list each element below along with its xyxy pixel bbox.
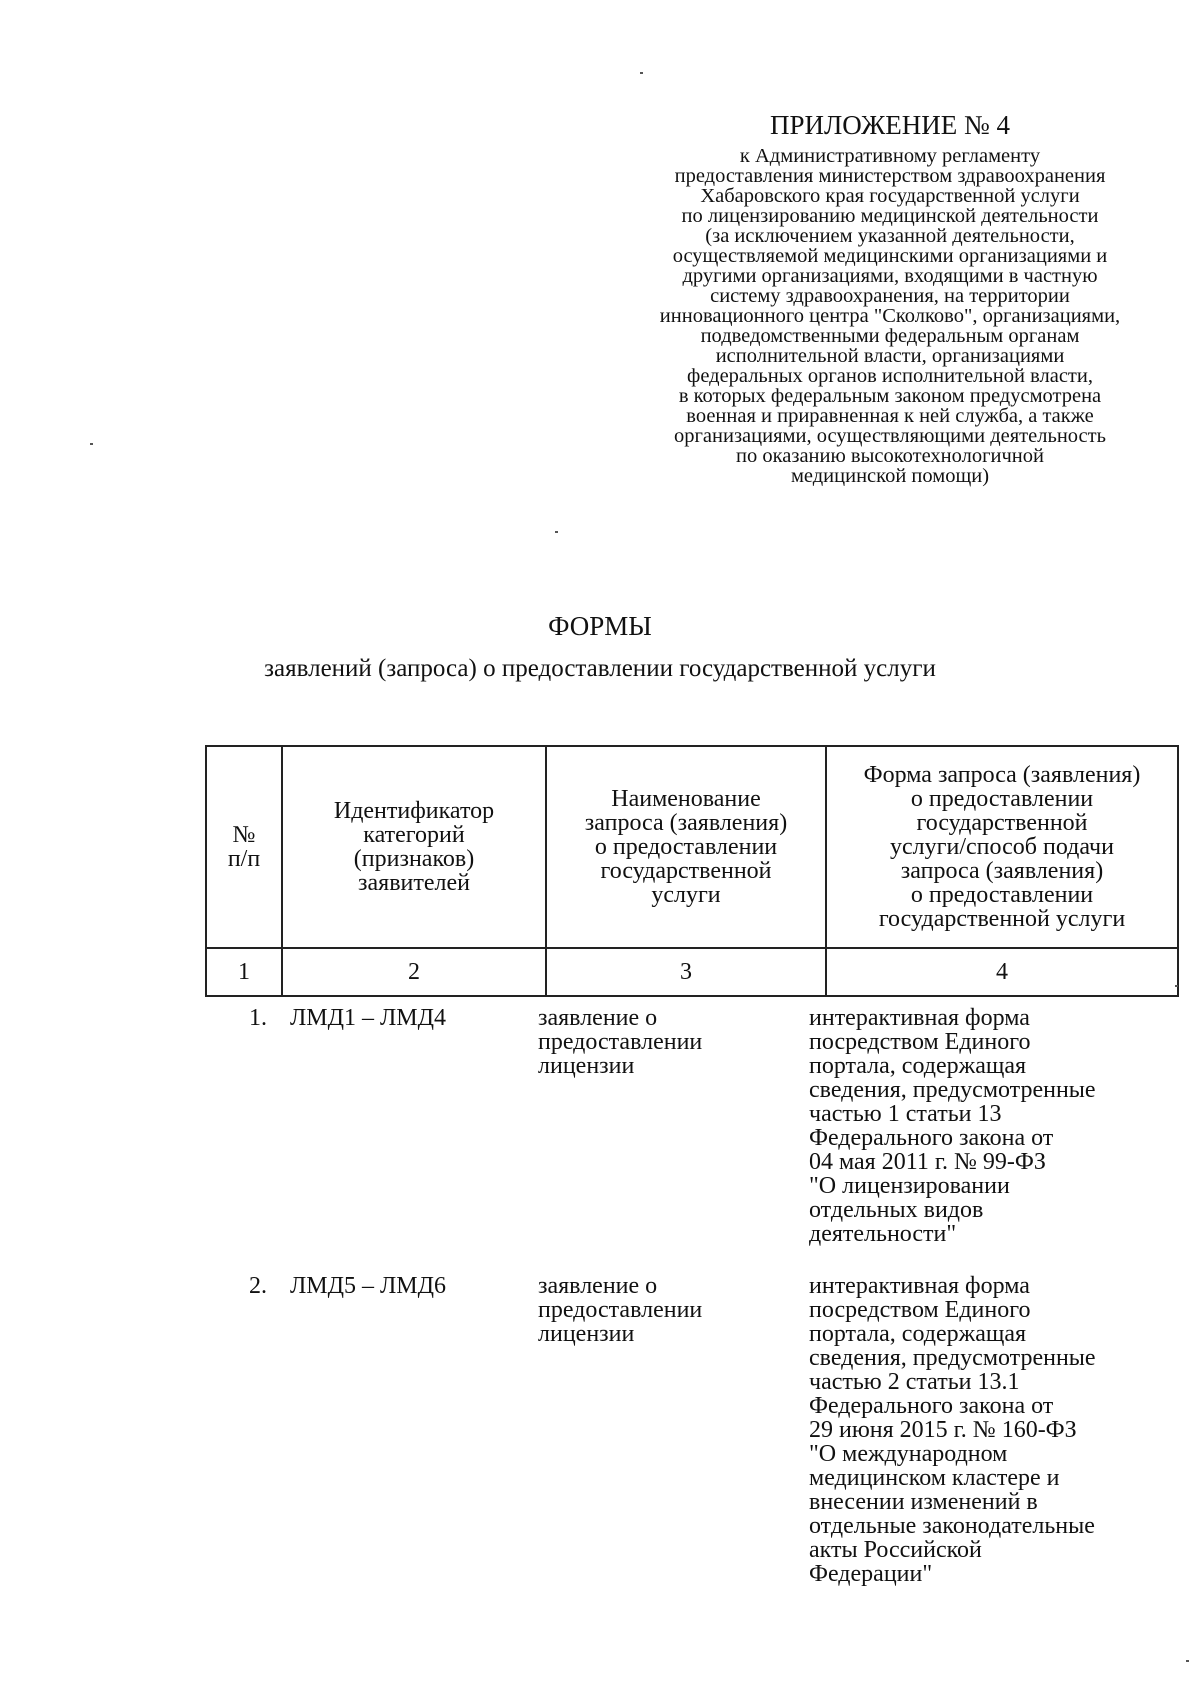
header-row (206, 746, 1178, 948)
row-text-line: отдельные законодательные (809, 1513, 1095, 1539)
row-text-line: лицензии (538, 1321, 635, 1347)
appendix-line: другими организациями, входящими в частную (682, 265, 1098, 287)
appendix-line: в которых федеральным законом предусмотрена (678, 385, 1102, 407)
header-line: запроса (заявления) (900, 858, 1104, 884)
appendix-line: инновационного центра "Сколково", организациями, (659, 305, 1121, 327)
row-text-line: деятельности" (809, 1221, 957, 1247)
appendix-line: по оказанию высокотехнологичной (736, 445, 1044, 467)
row-text-line: отдельных видов (809, 1197, 984, 1223)
header-cell-identifier (282, 746, 546, 948)
header-line: о предоставлении (594, 834, 778, 860)
header-cell-request-form (826, 746, 1178, 948)
row-text-line: Федерального закона от (809, 1393, 1054, 1419)
header-cell-number (206, 746, 282, 948)
header-cell-request-name (546, 746, 826, 948)
header-table (205, 745, 1179, 997)
table-row (205, 1274, 1145, 1614)
row-text-line: интерактивная форма (809, 1273, 1030, 1299)
header-line: о предоставлении (910, 786, 1094, 812)
column-number: 3 (546, 948, 826, 996)
header-line: Форма запроса (заявления) (863, 762, 1141, 788)
row-text-line: частью 1 статьи 13 (809, 1101, 1002, 1127)
scan-speck (1186, 1660, 1189, 1662)
row-text-line: заявление о (538, 1005, 658, 1031)
appendix-line: по лицензированию медицинской деятельности (681, 205, 1099, 227)
scan-speck (90, 443, 93, 445)
row-text-line: медицинском кластере и (809, 1465, 1060, 1491)
row-text-line: Федерального закона от (809, 1125, 1054, 1151)
appendix-line: систему здравоохранения, на территории (710, 285, 1070, 307)
row-request-name (538, 1274, 768, 1346)
row-identifier: ЛМД5 – ЛМД6 (290, 1273, 446, 1299)
header-line: государственной (600, 858, 772, 884)
appendix-line: предоставления министерством здравоохранения (674, 165, 1106, 187)
header-line: услуги/способ подачи (890, 834, 1114, 860)
row-text-line: частью 2 статьи 13.1 (809, 1369, 1020, 1395)
table-body (205, 1006, 1145, 1614)
header-line: запроса (заявления) (584, 810, 788, 836)
header-line: о предоставлении (910, 882, 1094, 908)
header-line: Наименование (611, 786, 761, 812)
appendix-block (620, 110, 1160, 486)
row-request-name (538, 1006, 768, 1078)
row-text-line: Федерации" (809, 1561, 933, 1587)
row-number: 2. (249, 1273, 267, 1299)
row-text-line: предоставлении (538, 1029, 703, 1055)
row-text-line: посредством Единого (809, 1297, 1031, 1323)
column-number: 2 (282, 948, 546, 996)
header-line: № (232, 822, 256, 848)
row-text-line: 04 мая 2011 г. № 99-ФЗ (809, 1149, 1046, 1175)
scan-speck (1175, 985, 1178, 987)
appendix-line: Хабаровского края государственной услуги (700, 185, 1080, 207)
header-line: государственной услуги (878, 906, 1126, 932)
header-line: услуги (651, 882, 721, 908)
appendix-line: исполнительной власти, организациями (715, 345, 1065, 367)
row-text-line: интерактивная форма (809, 1005, 1030, 1031)
column-number: 1 (206, 948, 282, 996)
appendix-line: медицинской помощи) (790, 465, 990, 487)
row-request-form (809, 1274, 1149, 1586)
column-number: 4 (826, 948, 1178, 996)
header-line: Идентификатор (333, 798, 495, 824)
row-text-line: "О лицензировании (809, 1173, 1010, 1199)
row-text-line: 29 июня 2015 г. № 160-ФЗ (809, 1417, 1077, 1443)
row-text-line: предоставлении (538, 1297, 703, 1323)
forms-subtitle: заявлений (запроса) о предоставлении государственной услуги (264, 655, 936, 682)
appendix-line: организациями, осуществляющими деятельность (674, 425, 1106, 447)
row-number: 1. (249, 1005, 267, 1031)
appendix-line: военная и приравненная к ней служба, а также (686, 405, 1094, 427)
row-text-line: заявление о (538, 1273, 658, 1299)
row-text-line: сведения, предусмотренные (809, 1345, 1096, 1371)
row-text-line: лицензии (538, 1053, 635, 1079)
row-text-line: портала, содержащая (809, 1321, 1027, 1347)
row-text-line: посредством Единого (809, 1029, 1031, 1055)
row-text-line: портала, содержащая (809, 1053, 1027, 1079)
row-text-line: "О международном (809, 1441, 1008, 1467)
appendix-line: федеральных органов исполнительной власти, (687, 365, 1093, 387)
forms-title: ФОРМЫ (548, 611, 652, 641)
appendix-line: подведомственными федеральным органам (700, 325, 1080, 347)
row-identifier: ЛМД1 – ЛМД4 (290, 1005, 446, 1031)
header-line: (признаков) (353, 846, 475, 872)
appendix-text (620, 146, 1160, 486)
appendix-line: к Административному регламенту (739, 145, 1041, 167)
table-row (205, 1006, 1145, 1274)
row-text-line: акты Российской (809, 1537, 982, 1563)
row-text-line: сведения, предусмотренные (809, 1077, 1096, 1103)
appendix-line: (за исключением указанной деятельности, (705, 225, 1075, 247)
row-text-line: внесении изменений в (809, 1489, 1038, 1515)
header-line: заявителей (358, 870, 470, 896)
scan-speck (555, 531, 558, 533)
scan-speck (640, 72, 643, 74)
appendix-line: осуществляемой медицинскими организациями и (672, 245, 1108, 267)
header-line: п/п (227, 846, 261, 872)
row-request-form (809, 1006, 1149, 1246)
column-number-row (206, 948, 1178, 996)
header-line: государственной (916, 810, 1088, 836)
appendix-title: ПРИЛОЖЕНИЕ № 4 (769, 110, 1011, 140)
header-line: категорий (363, 822, 465, 848)
